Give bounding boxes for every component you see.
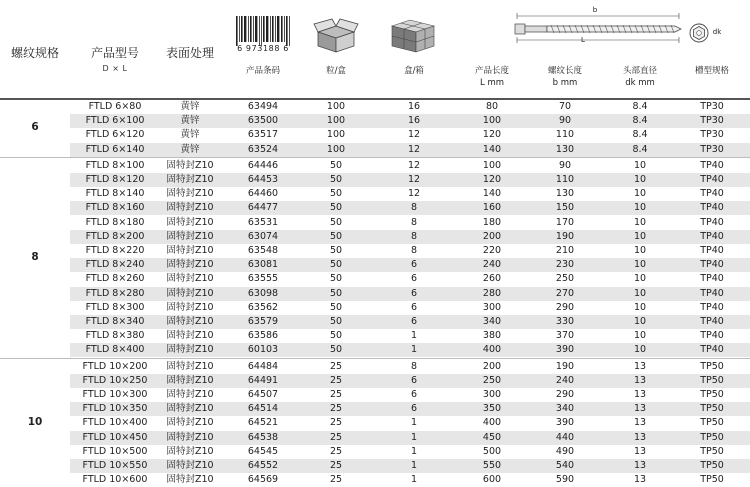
cell-length: 280 [482,287,502,299]
cell-per-carton: 12 [407,143,421,155]
cell-per-box: 50 [329,202,343,214]
cell-head-dia: 8.4 [632,143,648,155]
spec-group [0,100,750,157]
cell-slot: TP30 [700,143,724,155]
cell-thread-length: 90 [558,115,572,127]
cell-per-box: 25 [329,388,343,400]
cell-model: FTLD 10×350 [82,403,148,415]
cell-length: 400 [482,417,502,429]
cell-per-box: 50 [329,287,343,299]
header-barcode-label: 产品条码 [245,66,280,76]
table-row [70,201,750,215]
cell-surface: 固特封Z10 [166,344,214,356]
table-row [70,473,750,487]
cell-thread-length: 230 [555,259,575,271]
header-model: 产品型号 [90,46,139,60]
table-row [70,216,750,230]
cell-model: FTLD 8×180 [85,216,145,228]
header-model-sub: D × L [102,64,128,73]
cell-model: FTLD 8×220 [85,244,145,256]
header-per-carton: 盒/箱 [404,66,424,76]
cell-model: FTLD 8×100 [85,159,145,171]
table-row [70,388,750,402]
cell-per-carton: 6 [410,388,418,400]
cell-model: FTLD 10×500 [82,445,148,457]
cell-slot: TP40 [700,330,724,342]
cell-length: 140 [482,188,502,200]
cell-surface: 黄锌 [180,143,200,155]
cell-model: FTLD 8×380 [85,330,145,342]
cell-barcode: 64514 [247,403,279,415]
cell-thread-length: 210 [555,244,575,256]
cell-per-carton: 6 [410,374,418,386]
cell-per-box: 50 [329,159,343,171]
cell-thread-length: 130 [555,188,575,200]
cell-per-carton: 6 [410,259,418,271]
cell-barcode: 63548 [247,244,279,256]
cell-per-box: 50 [329,259,343,271]
cell-head-dia: 13 [633,388,647,400]
cell-per-box: 100 [326,115,346,127]
table-row [70,128,750,142]
cell-thread-length: 490 [555,445,575,457]
cell-barcode: 63500 [247,115,279,127]
table-row [70,143,750,157]
cell-per-box: 25 [329,417,343,429]
table-row [70,402,750,416]
cell-surface: 黄锌 [180,101,200,112]
cell-model: FTLD 6×80 [88,101,142,112]
cell-barcode: 63074 [247,230,279,242]
diagram-label-dk: dk [712,28,722,36]
cell-model: FTLD 8×340 [85,315,145,327]
cell-length: 400 [482,344,502,356]
cell-thread-length: 370 [555,330,575,342]
cell-head-dia: 10 [633,344,647,356]
thread-spec-label: 10 [27,416,43,429]
cell-head-dia: 8.4 [632,129,648,141]
cell-per-box: 25 [329,474,343,486]
cell-per-carton: 6 [410,315,418,327]
cell-thread-length: 150 [555,202,575,214]
cell-thread-length: 440 [555,431,575,443]
cell-surface: 固特封Z10 [166,159,214,171]
cell-head-dia: 13 [633,360,647,372]
cell-head-dia: 10 [633,330,647,342]
cell-length: 550 [482,459,502,471]
table-row [70,287,750,301]
cell-slot: TP40 [700,230,724,242]
table-row [70,343,750,357]
cell-length: 300 [482,388,502,400]
cell-per-box: 25 [329,445,343,457]
cell-model: FTLD 8×280 [85,287,145,299]
cell-head-dia: 13 [633,431,647,443]
cell-per-box: 50 [329,344,343,356]
cell-thread-length: 250 [555,273,575,285]
cell-slot: TP30 [700,101,724,112]
cell-slot: TP40 [700,159,724,171]
cell-model: FTLD 8×120 [85,173,145,185]
cell-model: FTLD 8×140 [85,188,145,200]
cell-head-dia: 10 [633,259,647,271]
cell-per-carton: 6 [410,273,418,285]
cell-surface: 固特封Z10 [166,216,214,228]
cell-slot: TP40 [700,315,724,327]
cell-head-dia: 10 [633,230,647,242]
cell-slot: TP30 [700,115,724,127]
cell-barcode: 63555 [247,273,279,285]
cell-slot: TP40 [700,202,724,214]
cell-barcode: 64477 [247,202,279,214]
cell-length: 100 [482,159,502,171]
cell-length: 220 [482,244,502,256]
cell-per-carton: 12 [407,188,421,200]
cell-surface: 固特封Z10 [166,360,214,372]
table-row [70,187,750,201]
cell-head-dia: 13 [633,374,647,386]
cell-slot: TP50 [700,417,724,429]
cell-thread-length: 170 [555,216,575,228]
header-thread-length-unit: b mm [552,78,578,88]
cell-thread-length: 390 [555,344,575,356]
table-row [70,360,750,374]
cell-thread-length: 290 [555,301,575,313]
cell-barcode: 63579 [247,315,279,327]
table-row [70,272,750,286]
header-length-unit: L mm [480,78,504,88]
cell-thread-length: 590 [555,474,575,486]
cell-barcode: 64491 [247,374,279,386]
cell-head-dia: 10 [633,301,647,313]
cell-model: FTLD 8×300 [85,301,145,313]
cell-head-dia: 10 [633,188,647,200]
cell-barcode: 64552 [247,459,279,471]
cell-per-carton: 6 [410,301,418,313]
cell-thread-length: 290 [555,388,575,400]
cell-per-box: 100 [326,129,346,141]
cell-surface: 固特封Z10 [166,388,214,400]
cell-slot: TP50 [700,445,724,457]
cell-model: FTLD 8×240 [85,259,145,271]
header-thread-spec: 螺纹规格 [10,46,59,60]
cell-barcode: 63517 [247,129,279,141]
cell-length: 160 [482,202,502,214]
header-head-dia: 头部直径 [622,66,657,76]
header-slot: 槽型规格 [694,66,729,76]
cell-per-carton: 12 [407,173,421,185]
cell-surface: 固特封Z10 [166,417,214,429]
cell-length: 250 [482,374,502,386]
table-row [70,258,750,272]
cell-per-carton: 12 [407,129,421,141]
cell-head-dia: 10 [633,159,647,171]
cell-model: FTLD 6×140 [85,143,145,155]
cell-per-box: 25 [329,403,343,415]
cell-length: 340 [482,315,502,327]
table-row [70,100,750,114]
cell-surface: 固特封Z10 [166,259,214,271]
cell-thread-length: 130 [555,143,575,155]
table-row [70,459,750,473]
cell-barcode: 64446 [247,159,279,171]
cell-per-box: 50 [329,315,343,327]
cell-thread-length: 90 [558,159,572,171]
cell-per-box: 100 [326,101,346,112]
table-row [70,416,750,430]
cell-barcode: 63586 [247,330,279,342]
cell-surface: 固特封Z10 [166,173,214,185]
cell-model: FTLD 10×400 [82,417,148,429]
cell-model: FTLD 10×250 [82,374,148,386]
barcode-digits: 6 973188 6 [237,44,289,53]
header-head-dia-unit: dk mm [625,78,655,88]
cell-length: 380 [482,330,502,342]
cell-surface: 固特封Z10 [166,301,214,313]
table-row [70,301,750,315]
cell-surface: 固特封Z10 [166,474,214,486]
cell-barcode: 63524 [247,143,279,155]
table-row [70,431,750,445]
thread-spec-label: 6 [31,121,39,134]
cell-thread-length: 190 [555,360,575,372]
cell-thread-length: 240 [555,374,575,386]
cell-surface: 固特封Z10 [166,273,214,285]
cell-barcode: 64484 [247,360,279,372]
cell-per-carton: 1 [410,474,418,486]
cell-per-carton: 16 [407,115,421,127]
cell-model: FTLD 10×550 [82,459,148,471]
cell-slot: TP50 [700,474,724,486]
cell-length: 450 [482,431,502,443]
cell-model: FTLD 8×400 [85,344,145,356]
cell-barcode: 63562 [247,301,279,313]
table-header [0,0,750,98]
cell-model: FTLD 8×200 [85,230,145,242]
spec-group [0,360,750,487]
cell-surface: 黄锌 [180,115,200,127]
table-row [70,445,750,459]
cell-slot: TP40 [700,344,724,356]
cell-per-box: 50 [329,188,343,200]
cell-length: 300 [482,301,502,313]
cell-thread-length: 70 [558,101,572,112]
carton-stack-icon [388,14,438,56]
cell-per-carton: 8 [410,360,418,372]
cell-barcode: 60103 [247,344,279,356]
cell-length: 500 [482,445,502,457]
cell-head-dia: 13 [633,474,647,486]
cell-head-dia: 8.4 [632,115,648,127]
cell-slot: TP40 [700,301,724,313]
cell-slot: TP50 [700,431,724,443]
cell-slot: TP50 [700,388,724,400]
cell-head-dia: 8.4 [632,101,648,112]
cell-length: 350 [482,403,502,415]
cell-head-dia: 10 [633,273,647,285]
table-row [70,230,750,244]
cell-barcode: 64569 [247,474,279,486]
cell-head-dia: 10 [633,173,647,185]
cell-surface: 固特封Z10 [166,330,214,342]
cell-per-box: 25 [329,360,343,372]
cell-per-box: 50 [329,330,343,342]
cell-slot: TP50 [700,403,724,415]
cell-slot: TP40 [700,173,724,185]
cell-model: FTLD 10×450 [82,431,148,443]
cell-slot: TP40 [700,287,724,299]
cell-surface: 固特封Z10 [166,244,214,256]
cell-per-box: 25 [329,431,343,443]
cell-thread-length: 330 [555,315,575,327]
cell-length: 100 [482,115,502,127]
cell-surface: 固特封Z10 [166,202,214,214]
table-row [70,329,750,343]
cell-length: 180 [482,216,502,228]
cell-per-box: 50 [329,244,343,256]
cell-length: 80 [485,101,499,112]
cell-surface: 固特封Z10 [166,188,214,200]
cell-per-carton: 8 [410,202,418,214]
table-row [70,159,750,173]
cell-barcode: 63531 [247,216,279,228]
cell-per-carton: 1 [410,417,418,429]
cell-slot: TP40 [700,216,724,228]
cell-per-carton: 8 [410,230,418,242]
cell-thread-length: 190 [555,230,575,242]
cell-surface: 固特封Z10 [166,315,214,327]
spec-group [0,159,750,358]
cell-model: FTLD 10×600 [82,474,148,486]
cell-per-box: 50 [329,230,343,242]
cell-barcode: 64507 [247,388,279,400]
cell-per-box: 50 [329,301,343,313]
cell-head-dia: 10 [633,287,647,299]
cell-barcode: 64453 [247,173,279,185]
cell-barcode: 63098 [247,287,279,299]
cell-per-carton: 6 [410,403,418,415]
cell-slot: TP50 [700,360,724,372]
cell-slot: TP40 [700,244,724,256]
open-box-icon [312,16,360,56]
cell-length: 120 [482,173,502,185]
cell-barcode: 64538 [247,431,279,443]
cell-surface: 固特封Z10 [166,445,214,457]
table-row [70,374,750,388]
header-surface: 表面处理 [165,46,214,60]
cell-slot: TP50 [700,374,724,386]
cell-thread-length: 390 [555,417,575,429]
cell-length: 200 [482,360,502,372]
cell-per-box: 100 [326,143,346,155]
cell-barcode: 63494 [247,101,279,112]
cell-per-carton: 16 [407,101,421,112]
cell-length: 240 [482,259,502,271]
cell-surface: 固特封Z10 [166,459,214,471]
header-per-box: 粒/盒 [326,66,346,76]
header-thread-length: 螺纹长度 [547,66,582,76]
cell-head-dia: 10 [633,244,647,256]
cell-per-box: 25 [329,374,343,386]
cell-per-carton: 1 [410,330,418,342]
cell-slot: TP40 [700,259,724,271]
cell-surface: 固特封Z10 [166,403,214,415]
diagram-label-b: b [592,6,598,14]
cell-surface: 固特封Z10 [166,287,214,299]
thread-spec-label: 8 [31,251,39,264]
table-row [70,173,750,187]
cell-head-dia: 10 [633,216,647,228]
cell-head-dia: 13 [633,403,647,415]
cell-model: FTLD 8×260 [85,273,145,285]
cell-per-carton: 1 [410,445,418,457]
cell-per-carton: 12 [407,159,421,171]
cell-thread-length: 110 [555,129,575,141]
cell-length: 140 [482,143,502,155]
cell-per-box: 25 [329,459,343,471]
cell-thread-length: 540 [555,459,575,471]
diagram-label-l: L [581,36,585,44]
cell-length: 600 [482,474,502,486]
cell-surface: 固特封Z10 [166,431,214,443]
cell-model: FTLD 6×100 [85,115,145,127]
cell-thread-length: 270 [555,287,575,299]
cell-thread-length: 110 [555,173,575,185]
cell-model: FTLD 6×120 [85,129,145,141]
cell-slot: TP40 [700,273,724,285]
cell-head-dia: 13 [633,459,647,471]
cell-slot: TP40 [700,188,724,200]
cell-length: 260 [482,273,502,285]
hex-socket-icon [688,22,710,44]
cell-per-carton: 8 [410,216,418,228]
cell-barcode: 63081 [247,259,279,271]
cell-model: FTLD 8×160 [85,202,145,214]
cell-thread-length: 340 [555,403,575,415]
cell-model: FTLD 10×200 [82,360,148,372]
cell-length: 120 [482,129,502,141]
cell-head-dia: 13 [633,445,647,457]
cell-per-box: 50 [329,216,343,228]
cell-per-carton: 1 [410,344,418,356]
cell-per-carton: 8 [410,244,418,256]
cell-model: FTLD 10×300 [82,388,148,400]
cell-surface: 黄锌 [180,129,200,141]
cell-per-carton: 1 [410,431,418,443]
cell-head-dia: 10 [633,315,647,327]
cell-surface: 固特封Z10 [166,374,214,386]
cell-barcode: 64460 [247,188,279,200]
cell-barcode: 64545 [247,445,279,457]
table-row [70,315,750,329]
cell-surface: 固特封Z10 [166,230,214,242]
cell-per-box: 50 [329,273,343,285]
cell-slot: TP50 [700,459,724,471]
cell-length: 200 [482,230,502,242]
cell-head-dia: 10 [633,202,647,214]
cell-per-carton: 6 [410,287,418,299]
cell-slot: TP30 [700,129,724,141]
cell-head-dia: 13 [633,417,647,429]
cell-per-carton: 1 [410,459,418,471]
table-row [70,244,750,258]
cell-per-box: 50 [329,173,343,185]
cell-barcode: 64521 [247,417,279,429]
table-row [70,114,750,128]
header-length: 产品长度 [474,66,509,76]
